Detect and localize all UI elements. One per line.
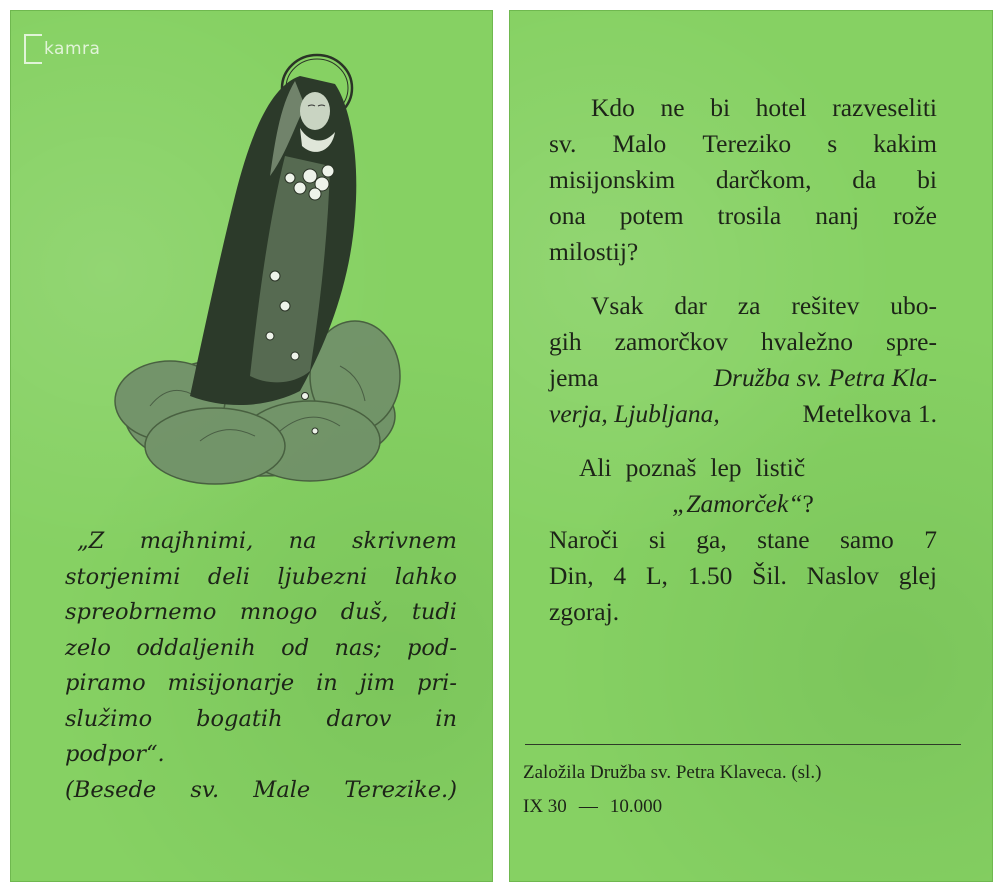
quote-line: spreobrnemo mnogo duš, tudi xyxy=(65,599,457,625)
paragraph-1-line: ona potem trosila nanj rože xyxy=(549,201,937,230)
card-back xyxy=(509,10,993,882)
paragraph-2-line: verja, Ljubljana, Metelkova 1. xyxy=(549,399,937,428)
paragraph-2-line: gih zamorčkov hvaležno spre- xyxy=(549,327,937,356)
imprint-publisher: Založila Družba sv. Petra Klaveca. (sl.) xyxy=(523,762,822,783)
paragraph-4-line: Din, 4 L, 1.50 Šil. Naslov glej xyxy=(549,561,937,590)
quote-line: zelo oddaljenih od nas; pod- xyxy=(65,634,457,661)
quote-attribution: (Besede sv. Male Terezike.) xyxy=(65,776,457,803)
paragraph-1-line: sv. Malo Tereziko s kakim xyxy=(549,129,937,158)
quote-line: piramo misijonarje in jim pri- xyxy=(65,670,457,696)
watermark-logo-icon xyxy=(24,34,42,64)
quote-line: služimo bogatih darov in xyxy=(65,705,457,732)
saint-illustration-icon xyxy=(110,46,410,486)
paragraph-1-line: misijonskim darčkom, da bi xyxy=(549,165,937,194)
watermark-text: kamra xyxy=(44,39,101,59)
quote-line: „Z majhnimi, na skrivnem xyxy=(77,528,457,554)
imprint-publisher-row xyxy=(523,756,963,790)
imprint-issue: IX 30 xyxy=(523,796,567,817)
paragraph-1-line: milostij? xyxy=(549,237,639,266)
imprint-print-run: 10.000 xyxy=(609,796,663,817)
paragraph-3-line: „Zamorček“? xyxy=(672,489,814,518)
quote-line: podpor“. xyxy=(65,741,165,767)
paragraph-1-line: Kdo ne bi hotel razveseliti xyxy=(591,93,937,122)
card-front xyxy=(10,10,493,882)
imprint-issue-row xyxy=(523,790,963,824)
quote-block xyxy=(65,524,457,808)
paragraph-2-line: jema Družba sv. Petra Kla- xyxy=(549,363,937,392)
paragraph-4-line: Naroči si ga, stane samo 7 xyxy=(549,525,937,554)
quote-line: storjenimi deli ljubezni lahko xyxy=(65,563,457,590)
paragraph-3-line: Ali poznaš lep listič xyxy=(579,453,806,482)
watermark xyxy=(24,34,100,64)
paragraph-2-line: Vsak dar za rešitev ubo- xyxy=(591,291,937,320)
imprint-dash: — xyxy=(578,796,598,817)
body-text xyxy=(549,90,937,630)
imprint-divider xyxy=(525,744,961,745)
paragraph-4-line: zgoraj. xyxy=(549,597,620,626)
imprint xyxy=(523,756,963,824)
